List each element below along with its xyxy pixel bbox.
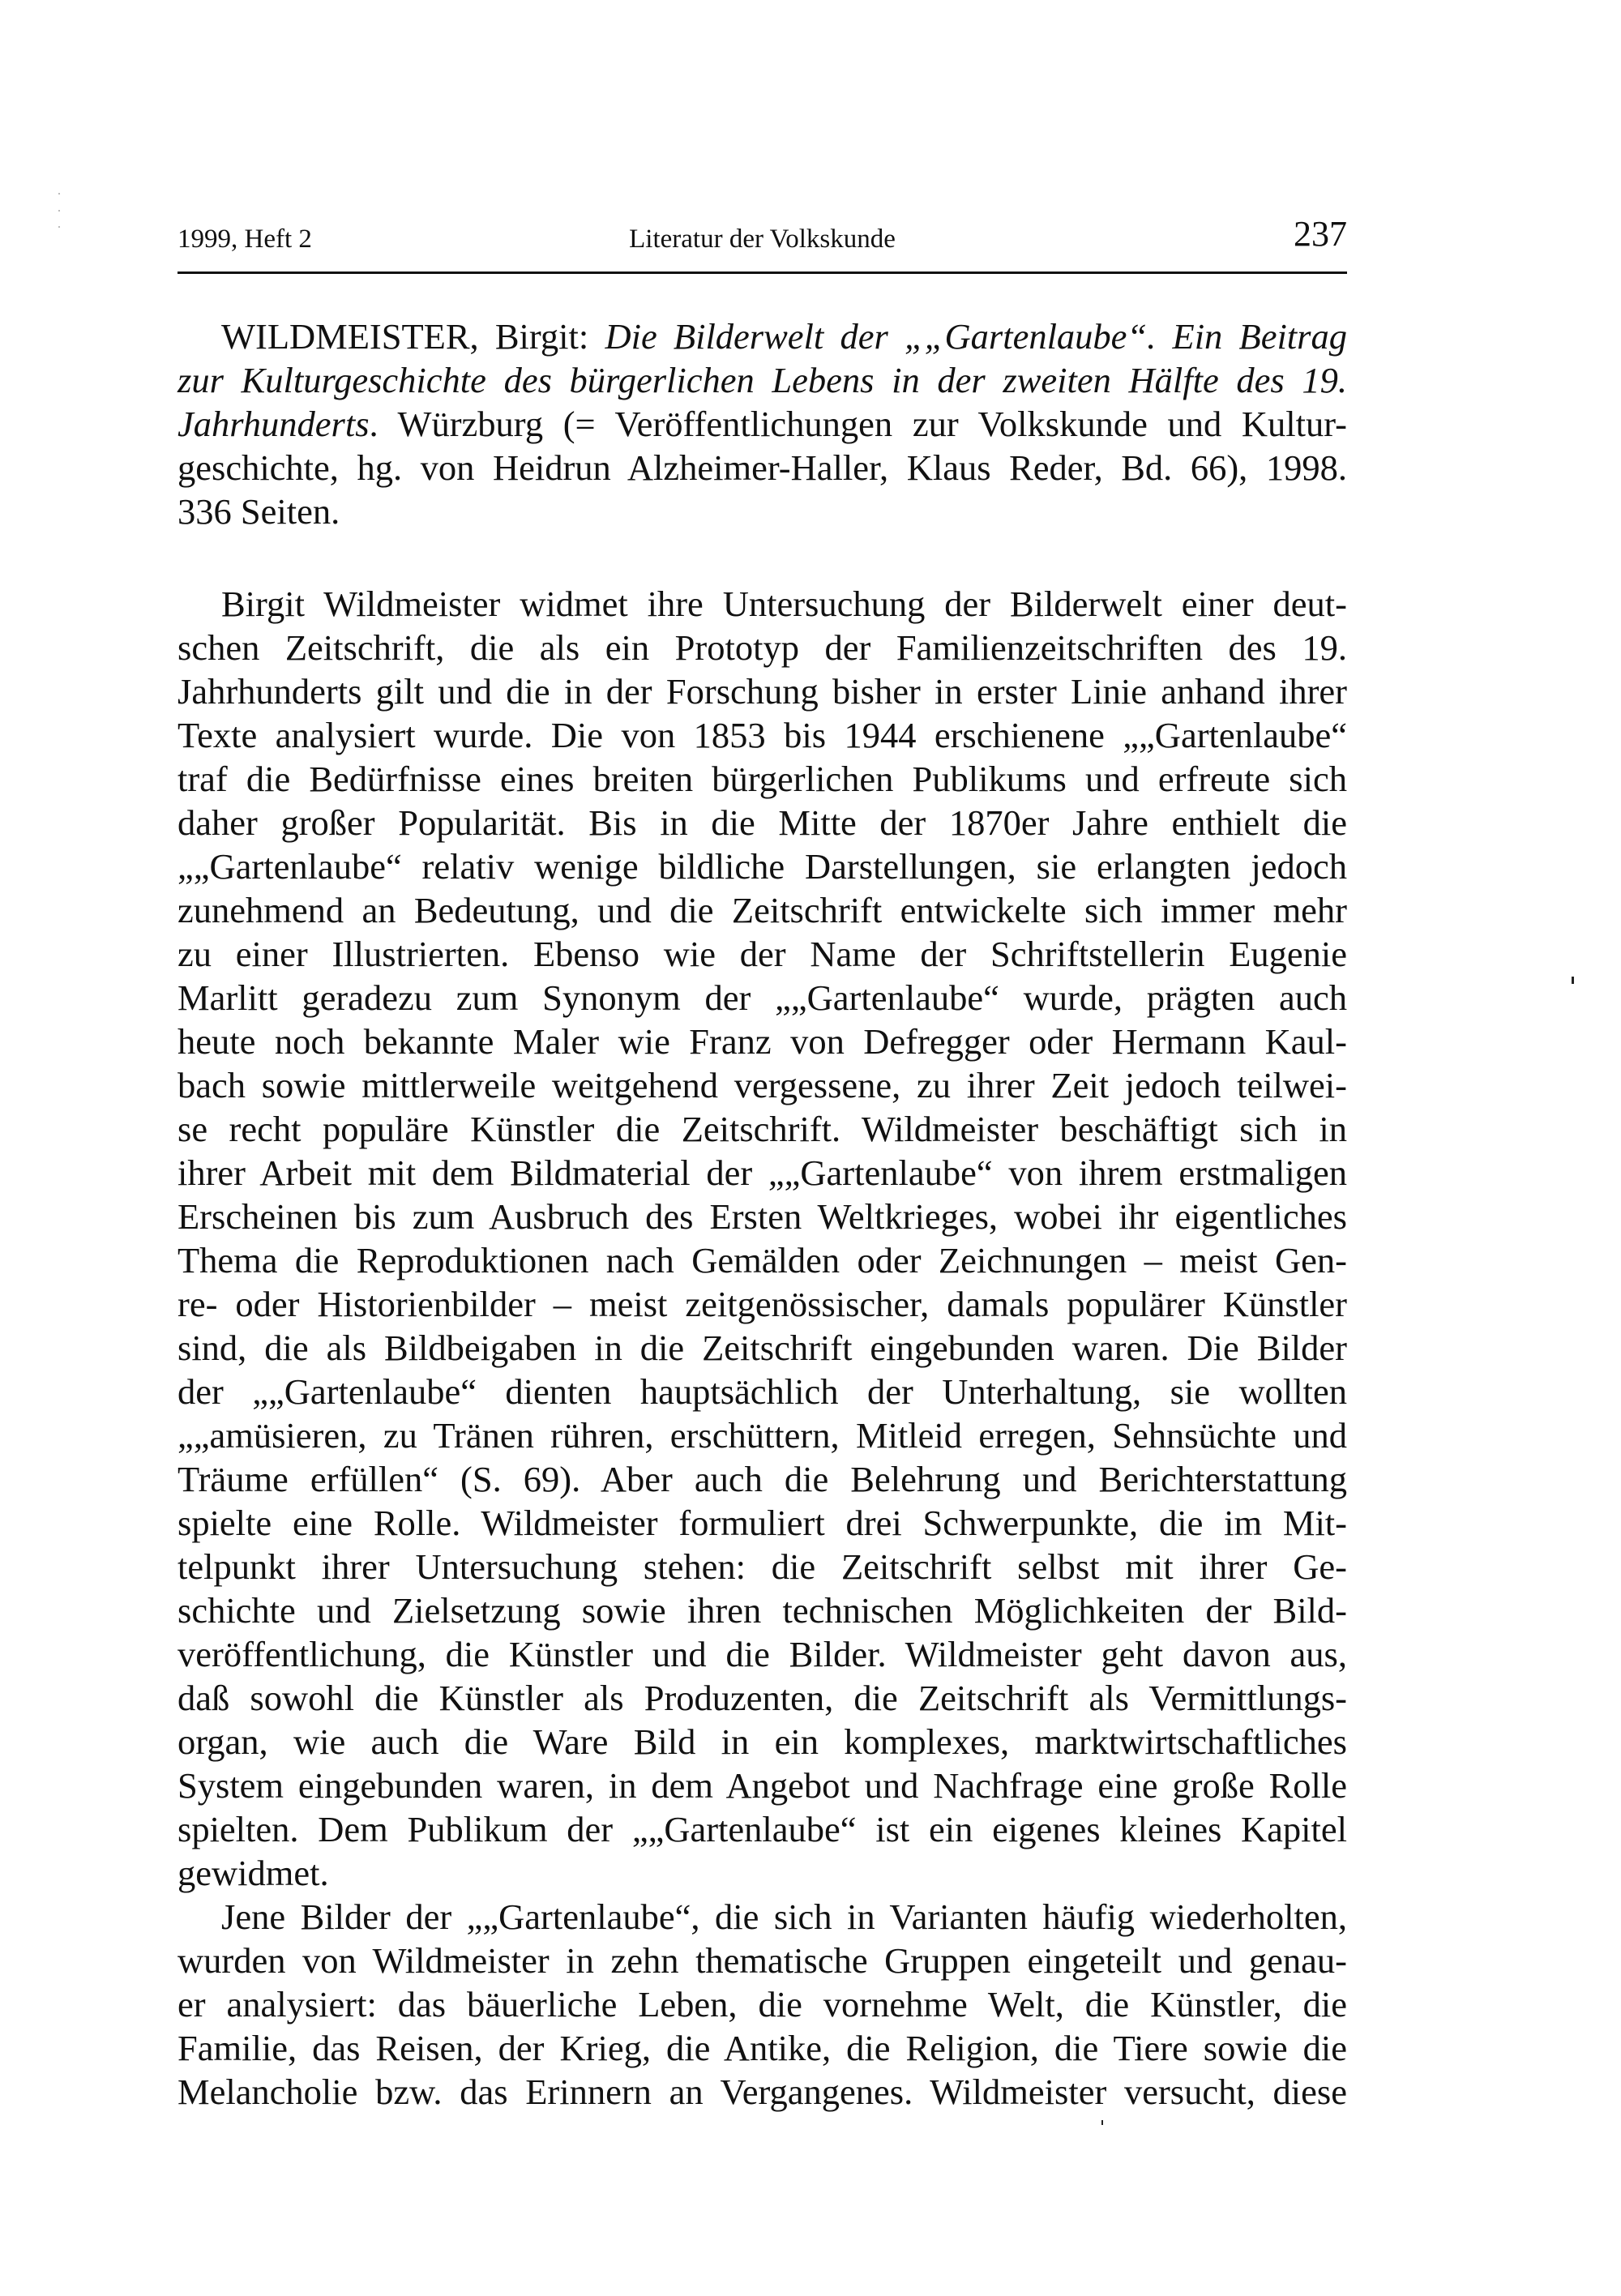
text-line: spielte eine Rolle. Wildmeister formuliert drei Schwerpunkte, die im Mit- xyxy=(177,1503,1347,1543)
text-line: re- oder Historienbilder – meist zeitgenössischer, damals populärer Künstler xyxy=(177,1284,1347,1324)
text-line: gewidmet. xyxy=(177,1853,329,1893)
citation-series: geschichte, hg. von Heidrun Alzheimer-Haller, Klaus Reder, Bd. 66), 1998. xyxy=(177,447,1347,488)
text-line: wurden von Wildmeister in zehn thematische Gruppen eingeteilt und genau- xyxy=(177,1940,1347,1981)
text-line: sind, die als Bildbeigaben in die Zeitschrift eingebunden waren. Die Bilder xyxy=(177,1328,1347,1368)
citation-series: . Würzburg (= Veröffentlichungen zur Volkskunde und Kultur- xyxy=(369,404,1347,444)
citation-author: WILDMEISTER, Birgit: xyxy=(221,316,605,357)
text-line: Marlitt geradezu zum Synonym der „„Gartenlaube“ wurde, prägten auch xyxy=(177,977,1347,1018)
text-line: Träume erfüllen“ (S. 69). Aber auch die Belehrung und Berichterstattung xyxy=(177,1459,1347,1499)
section-title: Literatur der Volkskunde xyxy=(629,224,896,254)
scan-speck xyxy=(58,193,60,195)
text-line: organ, wie auch die Ware Bild in ein komplexes, marktwirtschaftliches xyxy=(177,1721,1347,1762)
text-line: daher großer Popularität. Bis in die Mitte der 1870er Jahre enthielt die xyxy=(177,802,1347,843)
citation-title: zur Kulturgeschichte des bürgerlichen Lebens in der zweiten Hälfte des 19. xyxy=(177,360,1347,400)
text-line: schen Zeitschrift, die als ein Prototyp der Familienzeitschriften des 19. xyxy=(177,627,1347,668)
text-line: schichte und Zielsetzung sowie ihren technischen Möglichkeiten der Bild- xyxy=(177,1590,1347,1631)
page-number: 237 xyxy=(1294,214,1347,254)
citation-line xyxy=(177,402,1347,446)
text-line: zu einer Illustrierten. Ebenso wie der Name der Schriftstellerin Eugenie xyxy=(177,934,1347,974)
citation-title: Jahrhunderts xyxy=(177,404,370,444)
text-line: daß sowohl die Künstler als Produzenten, die Zeitschrift als Vermittlungs- xyxy=(177,1678,1347,1718)
text-line: Erscheinen bis zum Ausbruch des Ersten Weltkrieges, wobei ihr eigentliches xyxy=(177,1196,1347,1237)
running-head xyxy=(177,214,1347,259)
text-line: telpunkt ihrer Untersuchung stehen: die Zeitschrift selbst mit ihrer Ge- xyxy=(177,1546,1347,1587)
text-line: bach sowie mittlerweile weitgehend vergessene, zu ihrer Zeit jedoch teilwei- xyxy=(177,1065,1347,1105)
issue-label: 1999, Heft 2 xyxy=(177,224,312,254)
citation-pages: 336 Seiten. xyxy=(177,491,340,532)
text-line: Thema die Reproduktionen nach Gemälden oder Zeichnungen – meist Gen- xyxy=(177,1240,1347,1281)
text-line: Jene Bilder der „„Gartenlaube“, die sich in Varianten häufig wiederholten, xyxy=(221,1896,1347,1937)
text-line: er analysiert: das bäuerliche Leben, die vornehme Welt, die Künstler, die xyxy=(177,1984,1347,2024)
text-line: spielten. Dem Publikum der „„Gartenlaube“ ist ein eigenes kleines Kapitel xyxy=(177,1809,1347,1849)
text-line: Melancholie bzw. das Erinnern an Vergangenes. Wildmeister versucht, diese xyxy=(177,2072,1347,2112)
header-rule xyxy=(177,272,1347,274)
text-line: traf die Bedürfnisse eines breiten bürgerlichen Publikums und erfreute sich xyxy=(177,759,1347,799)
scan-speck xyxy=(58,210,60,212)
scan-speck xyxy=(1572,977,1574,984)
citation-line xyxy=(177,490,1347,533)
text-line: der „„Gartenlaube“ dienten hauptsächlich der Unterhaltung, sie wollten xyxy=(177,1371,1347,1412)
text-line: veröffentlichung, die Künstler und die Bilder. Wildmeister geht davon aus, xyxy=(177,1634,1347,1674)
text-line: Familie, das Reisen, der Krieg, die Antike, die Religion, die Tiere sowie die xyxy=(177,2028,1347,2068)
text-line: Jahrhunderts gilt und die in der Forschung bisher in erster Linie anhand ihrer xyxy=(177,671,1347,712)
text-line: se recht populäre Künstler die Zeitschrift. Wildmeister beschäftigt sich in xyxy=(177,1109,1347,1149)
text-line: System eingebunden waren, in dem Angebot und Nachfrage eine große Rolle xyxy=(177,1765,1347,1806)
citation-line xyxy=(177,358,1347,402)
citation-line xyxy=(221,314,1347,358)
text-line: „„amüsieren, zu Tränen rühren, erschüttern, Mitleid erregen, Sehnsüchte und xyxy=(177,1415,1347,1456)
scan-speck xyxy=(1101,2120,1103,2125)
text-line: heute noch bekannte Maler wie Franz von Defregger oder Hermann Kaul- xyxy=(177,1021,1347,1062)
text-line: ihrer Arbeit mit dem Bildmaterial der „„Gartenlaube“ von ihrem erstmaligen xyxy=(177,1152,1347,1193)
text-line: „„Gartenlaube“ relativ wenige bildliche Darstellungen, sie erlangten jedoch xyxy=(177,846,1347,887)
citation-title: Die Bilderwelt der „„Gartenlaube“. Ein Beitrag xyxy=(605,316,1347,357)
citation-line xyxy=(177,446,1347,490)
text-line: Birgit Wildmeister widmet ihre Untersuchung der Bilderwelt einer deut- xyxy=(221,584,1347,624)
text-line: zunehmend an Bedeutung, und die Zeitschrift entwickelte sich immer mehr xyxy=(177,890,1347,930)
scan-speck xyxy=(58,226,60,228)
text-line: Texte analysiert wurde. Die von 1853 bis 1944 erschienene „„Gartenlaube“ xyxy=(177,715,1347,755)
